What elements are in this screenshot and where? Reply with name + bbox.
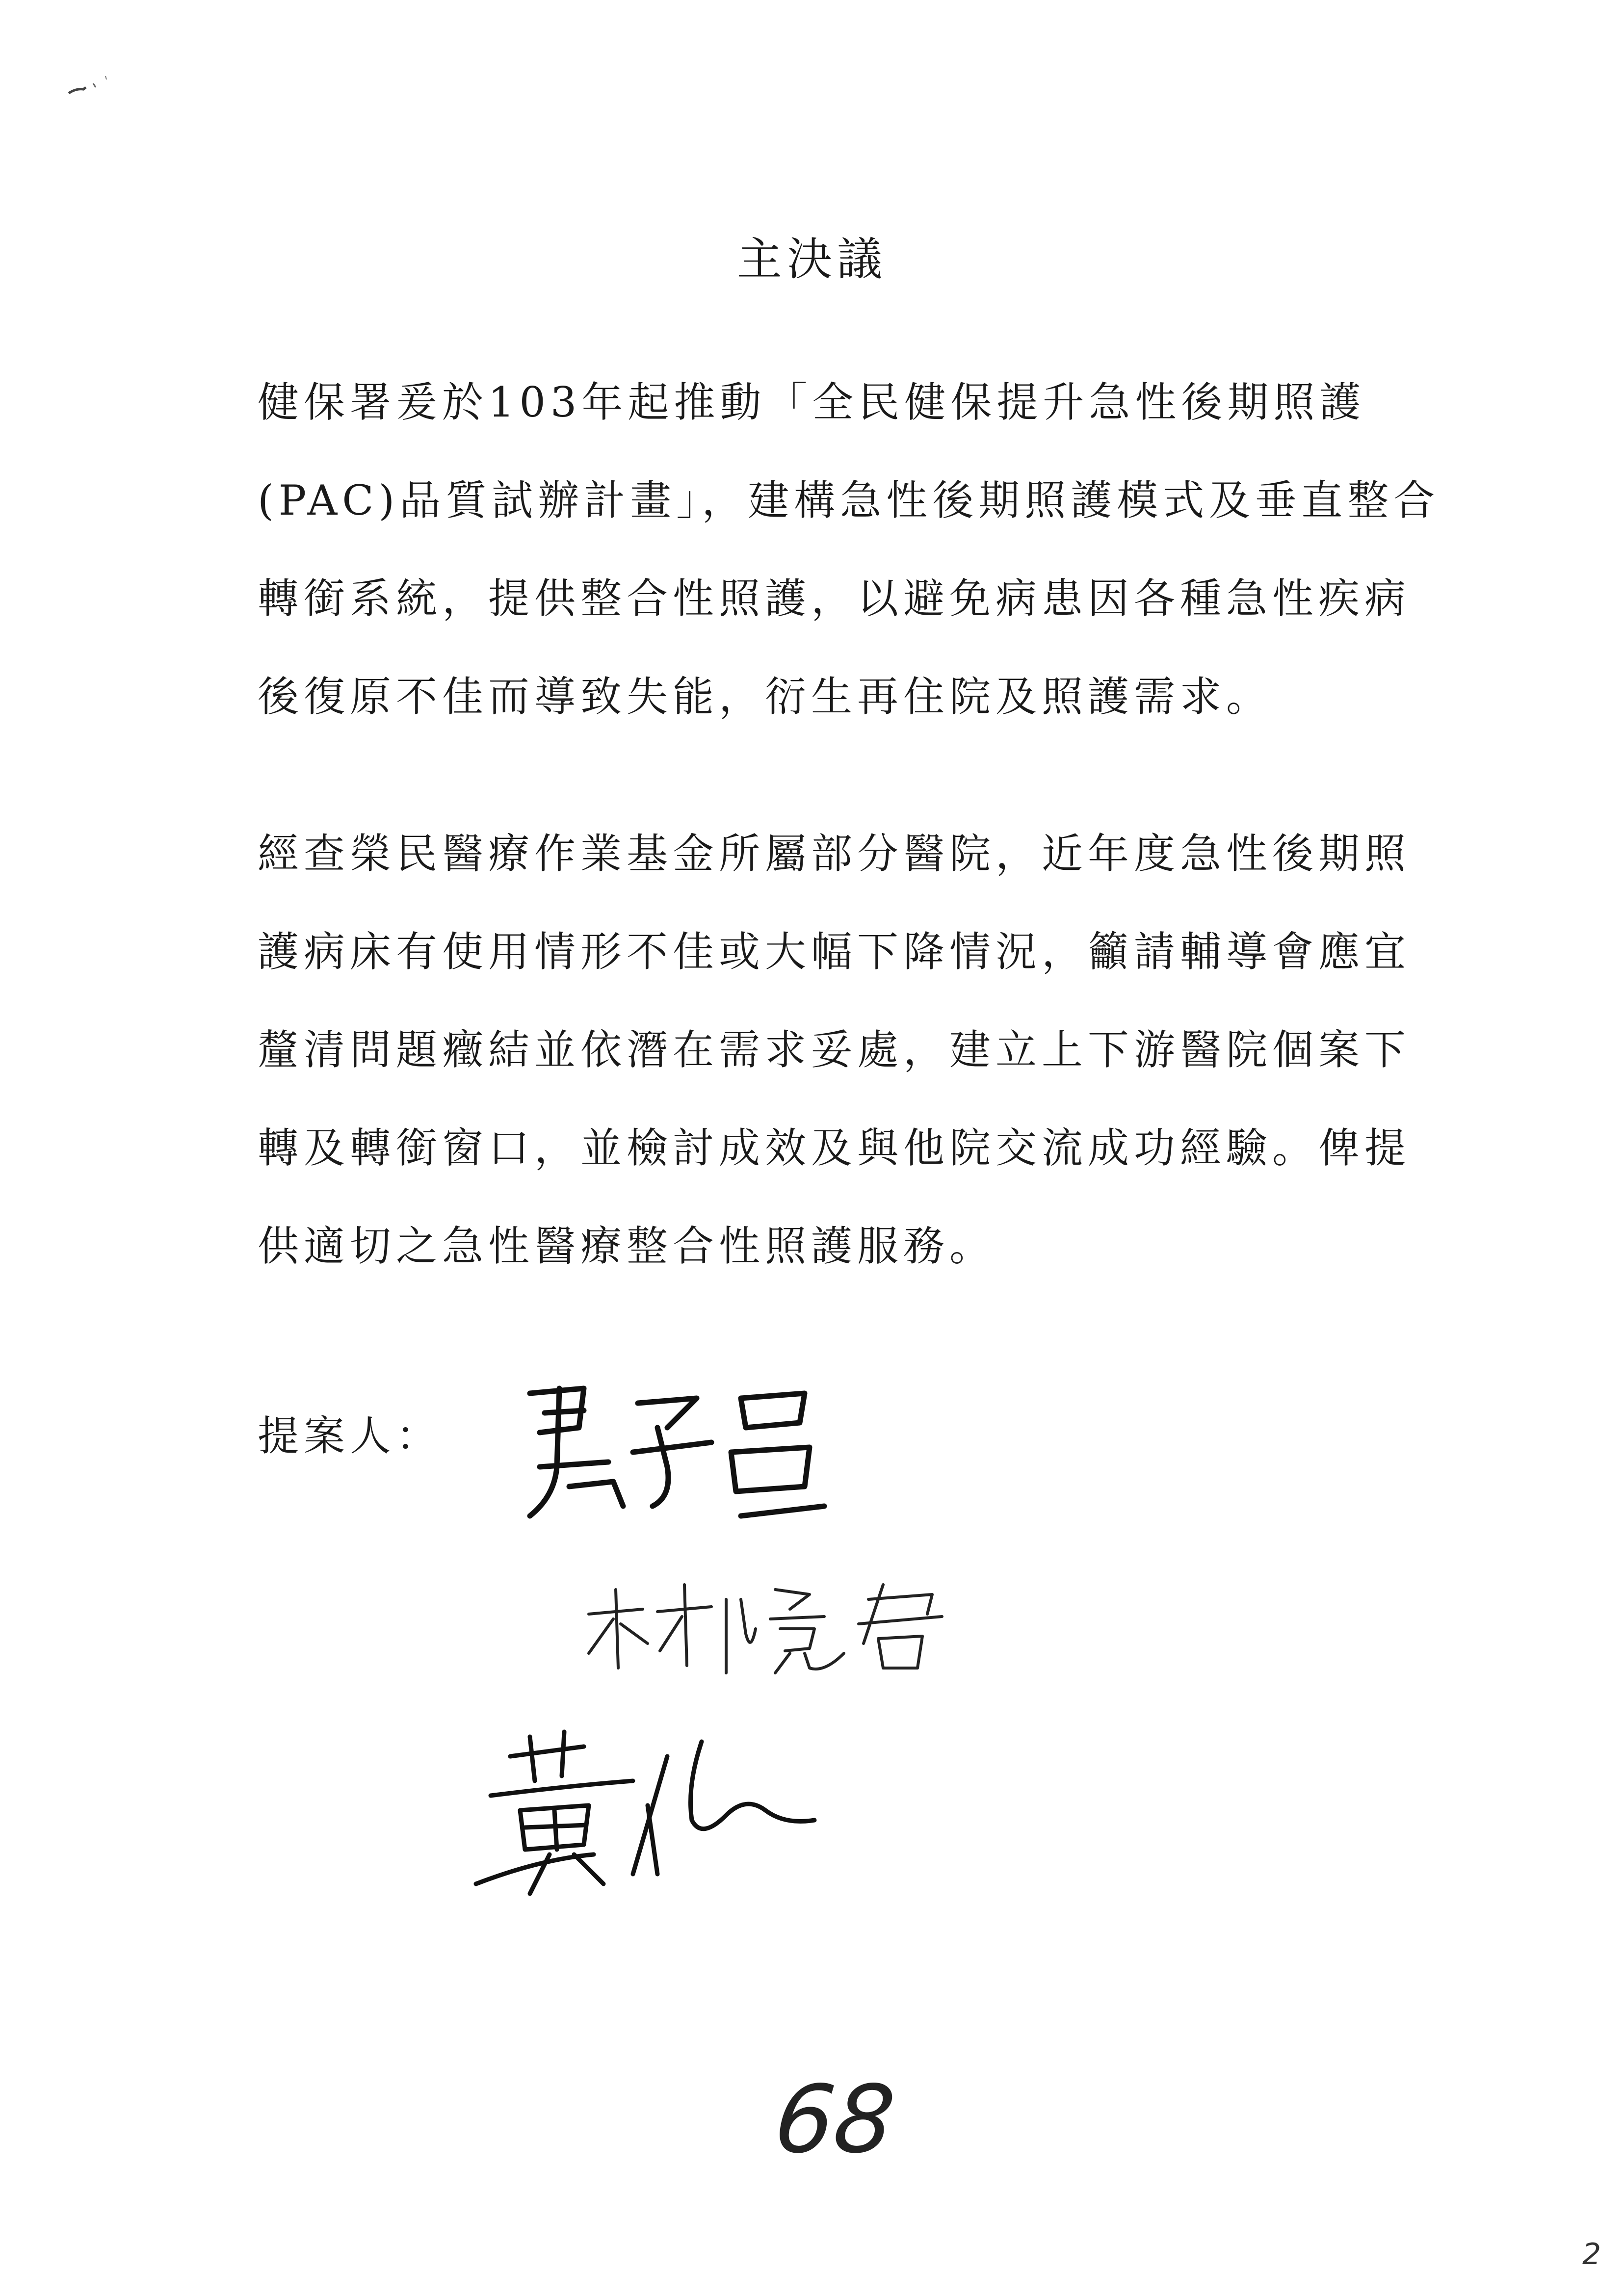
paragraph-line: 經查榮民醫療作業基金所屬部分醫院，近年度急性後期照	[258, 830, 1411, 878]
proposer-label: 提案人：	[258, 1412, 443, 1460]
signature-2	[579, 1570, 971, 1683]
paragraph-line: 護病床有使用情形不佳或大幅下降情況，籲請輔導會應宜	[258, 928, 1411, 976]
paragraph-2	[258, 805, 1411, 1295]
scan-mark	[66, 74, 110, 100]
paragraph-line: 後復原不佳而導致失能，衍生再住院及照護需求。	[258, 673, 1273, 721]
paragraph-line: 供適切之急性醫療整合性照護服務。	[258, 1222, 996, 1270]
page-number: 68	[769, 2065, 900, 2174]
paragraph-line: 釐清問題癥結並依潛在需求妥處，建立上下游醫院個案下	[258, 1026, 1411, 1074]
corner-mark: 2	[1582, 2237, 1601, 2271]
paragraph-line: (PAC)品質試辦計畫」，建構急性後期照護模式及垂直整合	[258, 476, 1440, 524]
paragraph-line: 健保署爰於103年起推動「全民健保提升急性後期照護	[258, 378, 1366, 426]
paragraph-line: 轉銜系統，提供整合性照護，以避免病患因各種急性疾病	[258, 574, 1411, 623]
signature-3	[471, 1727, 844, 1904]
paragraph-line: 轉及轉銜窗口，並檢討成效及與他院交流成功經驗。俾提	[258, 1124, 1411, 1172]
signature-1	[510, 1369, 844, 1536]
paragraph-1	[258, 353, 1440, 746]
document-title: 主決議	[736, 233, 887, 286]
